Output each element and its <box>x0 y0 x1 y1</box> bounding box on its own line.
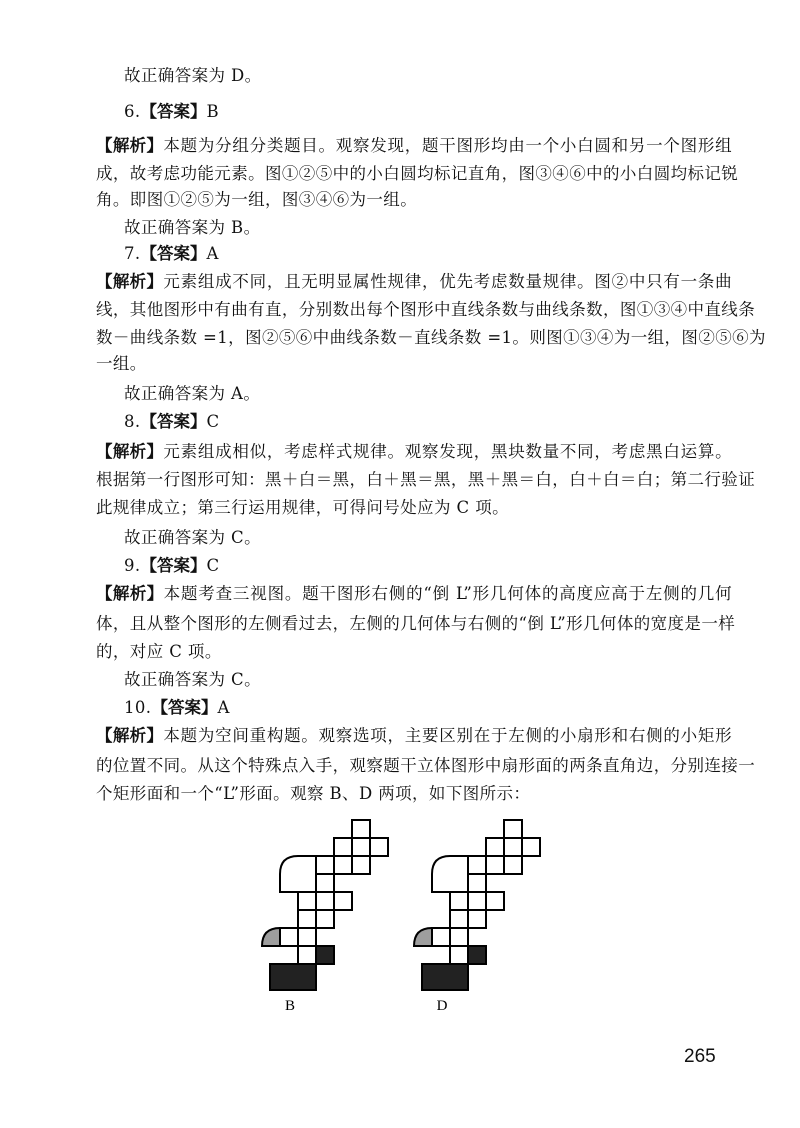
text-line: 的位置不同。从这个特殊点入手，观察题干立体图形中扇形面的两条直角边，分别连接一 <box>96 756 756 775</box>
text-line: 此规律成立；第三行运用规律，可得问号处应为 C 项。 <box>96 498 510 517</box>
text-line: 成，故考虑功能元素。图①②⑤中的小白圆均标记直角，图③④⑥中的小白圆均标记锐 <box>96 164 739 183</box>
analysis-text: 本题考查三视图。题干图形右侧的“倒 L”形几何体的高度应高于左侧的几何 <box>163 584 733 603</box>
text-line: 角。即图①②⑤为一组，图③④⑥为一组。 <box>96 190 418 209</box>
text-line: 数－曲线条数 =1，图②⑤⑥中曲线条数－直线条数 =1。则图①③④为一组，图②⑤⑥为 <box>96 328 766 347</box>
analysis-text: 元素组成相似，考虑样式规律。观察发现，黑块数量不同，考虑黑白运算。 <box>163 442 733 461</box>
text-line: 故正确答案为 D。 <box>124 66 262 85</box>
analysis-line <box>96 584 732 604</box>
analysis-text: 元素组成不同，且无明显属性规律，优先考虑数量规律。图②中只有一条曲 <box>163 272 733 291</box>
text-line: 故正确答案为 A。 <box>124 384 261 403</box>
figure-label-d: D <box>436 998 448 1012</box>
answer-tag: 【答案】 <box>140 412 207 431</box>
answer-tag: 【答案】 <box>140 556 207 575</box>
answer-tag: 【答案】 <box>140 102 207 121</box>
analysis-tag: 【解析】 <box>96 584 164 603</box>
analysis-text: 本题为空间重构题。观察选项，主要区别在于左侧的小扇形和右侧的小矩形 <box>163 726 733 745</box>
answer-line-10 <box>124 698 230 718</box>
analysis-line <box>96 442 732 462</box>
answer-value: B <box>206 102 220 121</box>
answer-value: A <box>206 244 219 263</box>
text-line: 故正确答案为 C。 <box>124 670 261 689</box>
analysis-tag: 【解析】 <box>96 136 164 155</box>
text-line: 故正确答案为 C。 <box>124 528 261 547</box>
analysis-line <box>96 726 732 746</box>
text-line: 的，对应 C 项。 <box>96 642 222 661</box>
text-line: 故正确答案为 B。 <box>124 218 261 237</box>
text-line: 根据第一行图形可知：黑＋白＝黑，白＋黑＝黑，黑＋黑＝白，白＋白＝白；第二行验证 <box>96 470 756 489</box>
answer-line-9 <box>124 556 220 576</box>
analysis-text: 本题为分组分类题目。观察发现，题干图形均由一个小白圆和另一个图形组 <box>163 136 733 155</box>
page-number: 265 <box>684 1046 716 1067</box>
answer-tag: 【答案】 <box>151 698 218 717</box>
text-line: 体，且从整个图形的左侧看过去，左侧的几何体与右侧的“倒 L”形几何体的宽度是一样 <box>96 614 736 633</box>
question-number: 9. <box>124 556 141 575</box>
answer-line-7 <box>124 244 219 264</box>
net-d <box>414 820 540 990</box>
answer-line-6 <box>124 102 219 122</box>
net-figure <box>256 812 556 1012</box>
question-number: 8. <box>124 412 141 431</box>
question-number: 7. <box>124 244 141 263</box>
answer-value: C <box>206 412 220 431</box>
text-line: 个矩形面和一个“L”形面。观察 B、D 两项，如下图所示： <box>96 784 531 803</box>
question-number: 6. <box>124 102 141 121</box>
analysis-line <box>96 136 732 156</box>
text-line: 线，其他图形中有曲有直，分别数出每个图形中直线条数与曲线条数，图①③④中直线条 <box>96 300 756 319</box>
analysis-tag: 【解析】 <box>96 272 164 291</box>
answer-value: A <box>217 698 230 717</box>
figure-label-b: B <box>284 998 296 1012</box>
analysis-tag: 【解析】 <box>96 726 164 745</box>
question-number: 10. <box>124 698 152 717</box>
answer-line-8 <box>124 412 220 432</box>
analysis-line <box>96 272 732 292</box>
text-line: 一组。 <box>96 354 147 373</box>
net-b <box>262 820 388 990</box>
answer-tag: 【答案】 <box>140 244 207 263</box>
answer-value: C <box>206 556 220 575</box>
analysis-tag: 【解析】 <box>96 442 164 461</box>
